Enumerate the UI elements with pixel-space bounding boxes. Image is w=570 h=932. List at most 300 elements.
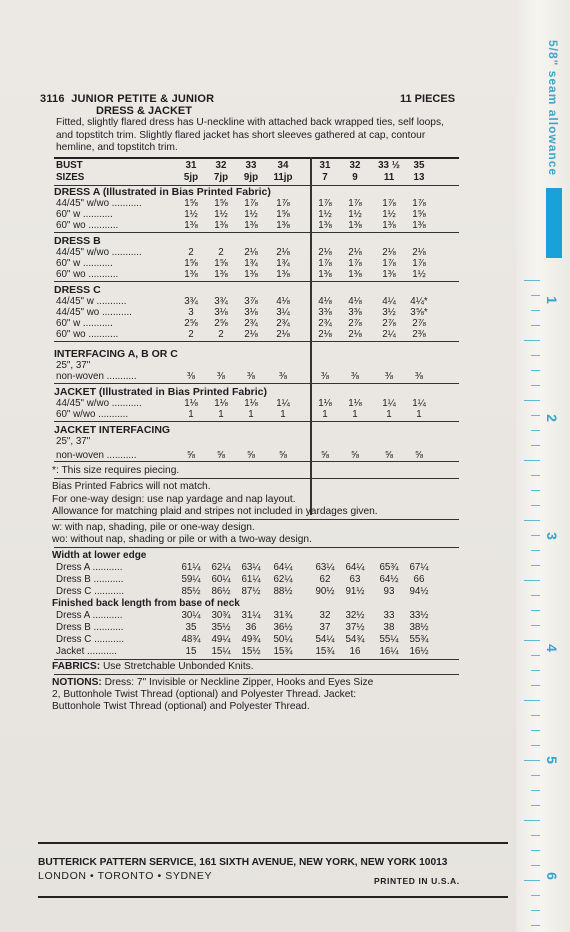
fabrics-label: FABRICS: bbox=[52, 661, 101, 672]
tape-blue-marker bbox=[546, 188, 562, 258]
row-label: 44/45" wo ........... bbox=[56, 307, 132, 318]
tape-tick bbox=[531, 805, 540, 806]
row-value: 1⅞ bbox=[382, 258, 396, 269]
tape-tick bbox=[531, 790, 540, 791]
row-value: 88½ bbox=[273, 586, 293, 597]
tape-tick bbox=[524, 520, 540, 521]
row-value: 1½ bbox=[412, 269, 426, 280]
row-label: Dress C ........... bbox=[56, 586, 125, 597]
pattern-number: 3116 bbox=[40, 93, 65, 105]
row-value: 1 bbox=[352, 409, 358, 420]
dress-b-rule bbox=[54, 281, 459, 282]
tape-tick bbox=[531, 505, 540, 506]
tape-tick bbox=[524, 700, 540, 701]
row-value: 2 bbox=[188, 247, 194, 258]
row-label: 60" wo ........... bbox=[56, 220, 119, 231]
tape-tick bbox=[531, 670, 540, 671]
fabrics-text: Use Stretchable Unbonded Knits. bbox=[100, 661, 254, 672]
row-value: 4⅛ bbox=[348, 296, 362, 307]
row-value: 1 bbox=[248, 409, 254, 420]
row-value: 31¼ bbox=[241, 610, 261, 621]
row-value: 7jp bbox=[213, 172, 229, 183]
row-value: 38½ bbox=[409, 622, 429, 633]
row-label: 44/45" w ........... bbox=[56, 296, 127, 307]
row-value: 87½ bbox=[241, 586, 261, 597]
tape-tick bbox=[524, 400, 540, 401]
row-value: 1⅞ bbox=[382, 198, 396, 209]
row-label: 60" w ........... bbox=[56, 258, 113, 269]
row-label: 44/45" w/wo ........... bbox=[56, 398, 142, 409]
row-value: 59¼ bbox=[181, 574, 201, 585]
one-way-note: For one-way design: use nap yardage and nap layout. bbox=[52, 494, 296, 505]
interfacing-title: INTERFACING A, B OR C bbox=[54, 348, 178, 360]
row-value: 30¼ bbox=[181, 610, 201, 621]
row-value: 1⅜ bbox=[214, 220, 228, 231]
allowance-note: Allowance for matching plaid and stripes not included in yardages given. bbox=[52, 506, 378, 517]
row-value: 1⅛ bbox=[318, 398, 332, 409]
row-value: 7 bbox=[322, 172, 328, 183]
tape-tick bbox=[531, 775, 540, 776]
rule-before-notions bbox=[54, 674, 459, 675]
row-value: 11 bbox=[383, 172, 395, 183]
row-value: 32 bbox=[349, 160, 361, 171]
row-value: 85½ bbox=[181, 586, 201, 597]
row-value: 63¼ bbox=[315, 562, 335, 573]
row-value: 2⅛ bbox=[382, 247, 396, 258]
tape-tick bbox=[531, 385, 540, 386]
tape-number: 1 bbox=[544, 296, 561, 304]
row-value: 1⅜ bbox=[318, 269, 332, 280]
row-value: 1½ bbox=[382, 209, 396, 220]
row-value: 64¼ bbox=[345, 562, 365, 573]
row-value: 30¾ bbox=[211, 610, 231, 621]
row-value: 2¾ bbox=[276, 318, 290, 329]
row-value: 1⅜ bbox=[382, 220, 396, 231]
row-value: 2⅝ bbox=[184, 318, 198, 329]
row-value: 2⅞ bbox=[412, 318, 426, 329]
row-value: 13 bbox=[413, 172, 425, 183]
row-value: 49¾ bbox=[241, 634, 261, 645]
row-value: 16 bbox=[349, 646, 361, 657]
row-value: ⅝ bbox=[216, 450, 226, 461]
company-address: BUTTERICK PATTERN SERVICE, 161 SIXTH AVENUE, NEW YORK, NEW YORK 10013 bbox=[38, 857, 448, 868]
row-value: 15 bbox=[185, 646, 197, 657]
tape-tick bbox=[531, 415, 540, 416]
printed-in: PRINTED IN U.S.A. bbox=[374, 876, 460, 886]
jacket-rule bbox=[54, 421, 459, 422]
w-definition: w: with nap, shading, pile or one-way design. bbox=[52, 522, 255, 533]
tape-tick bbox=[531, 715, 540, 716]
row-value: 1⅝ bbox=[184, 198, 198, 209]
row-value: 55¼ bbox=[379, 634, 399, 645]
tape-tick bbox=[531, 925, 540, 926]
row-label: BUST bbox=[56, 160, 83, 171]
tape-tick bbox=[524, 760, 540, 761]
tape-tick bbox=[531, 535, 540, 536]
row-value: 1⅜ bbox=[184, 220, 198, 231]
row-value: 16¼ bbox=[379, 646, 399, 657]
row-value: 1¾ bbox=[276, 258, 290, 269]
row-value: 1⅝ bbox=[276, 209, 290, 220]
tape-tick bbox=[531, 910, 540, 911]
row-value: 2¾ bbox=[318, 318, 332, 329]
tape-tick bbox=[531, 565, 540, 566]
row-value: 1⅜ bbox=[348, 220, 362, 231]
row-value: 2 bbox=[218, 247, 224, 258]
row-value: 2⅛ bbox=[318, 329, 332, 340]
row-label: Dress C ........... bbox=[56, 634, 125, 645]
row-value: 2⅛ bbox=[276, 247, 290, 258]
row-value: 1⅛ bbox=[184, 398, 198, 409]
row-value: ⅝ bbox=[246, 450, 256, 461]
row-value: 2 bbox=[188, 329, 194, 340]
row-label: 44/45" w/wo ........... bbox=[56, 198, 142, 209]
row-value: 3⅛ bbox=[214, 307, 228, 318]
row-value: 3¾ bbox=[184, 296, 198, 307]
row-label: Jacket ........... bbox=[56, 646, 117, 657]
tape-number: 6 bbox=[544, 872, 561, 880]
row-value: ⅝ bbox=[320, 450, 330, 461]
row-value: ⅜ bbox=[384, 371, 394, 382]
tape-tick bbox=[531, 625, 540, 626]
row-value: 31¾ bbox=[273, 610, 293, 621]
notions-line1 bbox=[52, 677, 373, 688]
row-value: 32 bbox=[319, 610, 331, 621]
row-value: 32 bbox=[215, 160, 227, 171]
row-value: 34 bbox=[277, 160, 289, 171]
row-value: 66 bbox=[413, 574, 425, 585]
row-value: 15¾ bbox=[273, 646, 293, 657]
row-value: 1⅜ bbox=[244, 269, 258, 280]
row-value: 1⅞ bbox=[348, 198, 362, 209]
row-value: 1 bbox=[322, 409, 328, 420]
tape-tick bbox=[531, 550, 540, 551]
row-value: ⅜ bbox=[186, 371, 196, 382]
row-value: 1⅞ bbox=[276, 198, 290, 209]
row-value: 2⅛ bbox=[348, 247, 362, 258]
row-value: 2⅛ bbox=[276, 329, 290, 340]
row-value: 1⅜ bbox=[348, 269, 362, 280]
notions-label: NOTIONS: bbox=[52, 677, 102, 688]
row-value: 3⅝* bbox=[410, 307, 428, 318]
row-value: 64¼ bbox=[273, 562, 293, 573]
tape-tick bbox=[531, 325, 540, 326]
row-value: 15¾ bbox=[315, 646, 335, 657]
row-label: 60" w/wo ........... bbox=[56, 409, 129, 420]
row-value: 33 ½ bbox=[378, 160, 400, 171]
row-value: 1¾ bbox=[244, 258, 258, 269]
row-value: 1½ bbox=[214, 209, 228, 220]
row-label: non-woven ........... bbox=[56, 450, 137, 461]
row-value: 11jp bbox=[273, 172, 293, 183]
row-value: 9jp bbox=[243, 172, 259, 183]
row-value: 15½ bbox=[241, 646, 261, 657]
row-label: 60" w ........... bbox=[56, 209, 113, 220]
row-value: 94½ bbox=[409, 586, 429, 597]
row-value: 3⅛ bbox=[244, 307, 258, 318]
tape-tick bbox=[524, 280, 540, 281]
tape-tick bbox=[531, 475, 540, 476]
row-value: 3¾ bbox=[214, 296, 228, 307]
row-value: 33 bbox=[245, 160, 257, 171]
tape-tick bbox=[531, 745, 540, 746]
row-value: 1⅞ bbox=[318, 198, 332, 209]
row-value: 1¼ bbox=[382, 398, 396, 409]
envelope-sheet bbox=[18, 0, 518, 932]
back-length-title: Finished back length from base of neck bbox=[52, 598, 240, 609]
row-value: 2⅛ bbox=[318, 247, 332, 258]
piecing-note: *: This size requires piecing. bbox=[52, 465, 180, 476]
dress-b-title: DRESS B bbox=[54, 235, 101, 247]
tape-tick bbox=[531, 595, 540, 596]
row-value: 33½ bbox=[409, 610, 429, 621]
jacket-interfacing-title: JACKET INTERFACING bbox=[54, 424, 171, 436]
row-value: 36½ bbox=[273, 622, 293, 633]
row-value: 1⅞ bbox=[412, 198, 426, 209]
dress-c-title: DRESS C bbox=[54, 284, 101, 296]
row-value: 2 bbox=[218, 329, 224, 340]
row-value: 16½ bbox=[409, 646, 429, 657]
tape-tick bbox=[524, 460, 540, 461]
tape-tick bbox=[531, 850, 540, 851]
row-value: 1⅝ bbox=[412, 209, 426, 220]
row-value: 60¼ bbox=[211, 574, 231, 585]
row-label: 60" wo ........... bbox=[56, 329, 119, 340]
row-value: 37 bbox=[319, 622, 331, 633]
row-value: 4⅛ bbox=[276, 296, 290, 307]
notions-text: Dress: 7" Invisible or Neckline Zipper, Hooks and Eyes Size bbox=[101, 677, 374, 688]
row-value: 3¼ bbox=[276, 307, 290, 318]
row-value: ⅝ bbox=[414, 450, 424, 461]
row-value: 4¼* bbox=[410, 296, 428, 307]
row-value: 91½ bbox=[345, 586, 365, 597]
dress-a-rule bbox=[54, 232, 459, 233]
footer-rule-top bbox=[38, 842, 508, 844]
row-value: 2¾ bbox=[244, 318, 258, 329]
row-value: 62¼ bbox=[211, 562, 231, 573]
row-label: non-woven ........... bbox=[56, 371, 137, 382]
tape-tick bbox=[531, 430, 540, 431]
row-value: 2⅞ bbox=[348, 318, 362, 329]
interfacing-sub: 25", 37" bbox=[56, 360, 91, 371]
tape-tick bbox=[531, 610, 540, 611]
row-value: 90½ bbox=[315, 586, 335, 597]
row-value: 1⅜ bbox=[276, 220, 290, 231]
row-value: 1 bbox=[188, 409, 194, 420]
tape-tick bbox=[531, 490, 540, 491]
row-value: 3 bbox=[188, 307, 194, 318]
row-value: 35 bbox=[185, 622, 197, 633]
row-value: 1½ bbox=[244, 209, 258, 220]
row-value: 2⅝ bbox=[214, 318, 228, 329]
rule-before-bias bbox=[54, 478, 459, 479]
seam-allowance-tape bbox=[516, 0, 570, 932]
tape-tick bbox=[524, 640, 540, 641]
row-value: 33 bbox=[383, 610, 395, 621]
row-value: 1⅜ bbox=[412, 220, 426, 231]
row-value: 31 bbox=[319, 160, 331, 171]
row-value: 1 bbox=[416, 409, 422, 420]
row-value: 1 bbox=[280, 409, 286, 420]
interfacing-rule bbox=[54, 383, 459, 384]
row-label: 44/45" w/wo ........... bbox=[56, 247, 142, 258]
tape-number: 3 bbox=[544, 532, 561, 540]
pieces-count: 11 PIECES bbox=[400, 93, 456, 105]
row-label: SIZES bbox=[56, 172, 85, 183]
row-value: 1 bbox=[218, 409, 224, 420]
row-value: 1⅞ bbox=[244, 198, 258, 209]
row-value: ⅜ bbox=[320, 371, 330, 382]
row-value: 64½ bbox=[379, 574, 399, 585]
tape-number: 2 bbox=[544, 414, 561, 422]
row-value: ⅝ bbox=[384, 450, 394, 461]
tape-tick bbox=[524, 580, 540, 581]
rule-before-measurements bbox=[54, 547, 459, 548]
row-value: 63¼ bbox=[241, 562, 261, 573]
row-label: Dress B ........... bbox=[56, 622, 124, 633]
row-value: 1⅜ bbox=[244, 220, 258, 231]
row-value: 49¼ bbox=[211, 634, 231, 645]
tape-number: 5 bbox=[544, 756, 561, 764]
jacket-title: JACKET (Illustrated in Bias Printed Fabric) bbox=[54, 386, 267, 398]
row-value: ⅜ bbox=[216, 371, 226, 382]
row-value: 1¼ bbox=[412, 398, 426, 409]
row-value: 2⅜ bbox=[412, 329, 426, 340]
row-value: 55¾ bbox=[409, 634, 429, 645]
row-value: 1⅝ bbox=[214, 258, 228, 269]
row-value: 1⅞ bbox=[318, 258, 332, 269]
row-value: 4⅛ bbox=[318, 296, 332, 307]
row-value: 1⅞ bbox=[348, 258, 362, 269]
row-value: 3⅜ bbox=[318, 307, 332, 318]
row-value: 63 bbox=[349, 574, 361, 585]
row-value: 4¼ bbox=[382, 296, 396, 307]
jacket-interfacing-rule bbox=[54, 461, 459, 462]
tape-tick bbox=[524, 820, 540, 821]
row-value: 1⅞ bbox=[412, 258, 426, 269]
row-value: 1 bbox=[386, 409, 392, 420]
tape-label: 5/8" seam allowance bbox=[546, 40, 560, 177]
row-value: 1¼ bbox=[276, 398, 290, 409]
row-value: 86½ bbox=[211, 586, 231, 597]
row-value: 1⅝ bbox=[214, 198, 228, 209]
rule-before-defs bbox=[54, 519, 459, 520]
width-title: Width at lower edge bbox=[52, 550, 147, 561]
row-value: 1⅜ bbox=[214, 269, 228, 280]
row-value: 35 bbox=[413, 160, 425, 171]
tape-tick bbox=[531, 355, 540, 356]
row-value: 38 bbox=[383, 622, 395, 633]
row-value: 61¼ bbox=[241, 574, 261, 585]
fabrics-line bbox=[52, 661, 254, 672]
table-top-rule bbox=[54, 157, 459, 159]
row-value: ⅜ bbox=[414, 371, 424, 382]
tape-tick bbox=[531, 895, 540, 896]
row-value: 1½ bbox=[184, 209, 198, 220]
row-value: 1½ bbox=[348, 209, 362, 220]
row-label: 60" w ........... bbox=[56, 318, 113, 329]
row-value: ⅝ bbox=[186, 450, 196, 461]
bias-note: Bias Printed Fabrics will not match. bbox=[52, 481, 211, 492]
row-value: ⅝ bbox=[278, 450, 288, 461]
row-value: 2⅛ bbox=[244, 329, 258, 340]
row-value: 32½ bbox=[345, 610, 365, 621]
wo-definition: wo: without nap, shading or pile or with a two-way design. bbox=[52, 534, 312, 545]
company-cities: LONDON • TORONTO • SYDNEY bbox=[38, 870, 213, 882]
row-value: 61¼ bbox=[181, 562, 201, 573]
footer-rule-bottom bbox=[38, 896, 508, 898]
row-value: 1⅛ bbox=[244, 398, 258, 409]
row-value: 48¾ bbox=[181, 634, 201, 645]
tape-tick bbox=[531, 295, 540, 296]
tape-tick bbox=[524, 880, 540, 881]
row-value: 65¾ bbox=[379, 562, 399, 573]
row-value: 50¼ bbox=[273, 634, 293, 645]
row-value: 2⅛ bbox=[348, 329, 362, 340]
row-value: 35½ bbox=[211, 622, 231, 633]
row-value: 93 bbox=[383, 586, 395, 597]
row-label: Dress A ........... bbox=[56, 610, 123, 621]
row-value: ⅜ bbox=[246, 371, 256, 382]
row-value: 5jp bbox=[183, 172, 199, 183]
row-value: 2⅞ bbox=[382, 318, 396, 329]
row-value: 37½ bbox=[345, 622, 365, 633]
row-value: 62 bbox=[319, 574, 331, 585]
row-value: 62¼ bbox=[273, 574, 293, 585]
row-value: 31 bbox=[185, 160, 197, 171]
row-value: 1⅜ bbox=[318, 220, 332, 231]
row-label: Dress B ........... bbox=[56, 574, 124, 585]
row-value: 3⅜ bbox=[348, 307, 362, 318]
row-value: 15¼ bbox=[211, 646, 231, 657]
row-value: 3½ bbox=[382, 307, 396, 318]
tape-tick bbox=[531, 835, 540, 836]
row-value: 67¼ bbox=[409, 562, 429, 573]
row-value: 36 bbox=[245, 622, 257, 633]
dress-a-title: DRESS A (Illustrated in Bias Printed Fabric) bbox=[54, 186, 271, 198]
row-value: 2¼ bbox=[382, 329, 396, 340]
row-value: 3⅞ bbox=[244, 296, 258, 307]
notions-line2: 2, Buttonhole Twist Thread (optional) and Polyester Thread. Jacket: bbox=[52, 689, 357, 700]
tape-tick bbox=[531, 370, 540, 371]
tape-tick bbox=[531, 685, 540, 686]
description: Fitted, slightly flared dress has U-neckline with attached back wrapped ties, self loops, and topstitch trim. Slightly flared jacket has short sleeves gathered at cap, contour hemline, and topstitch trim. bbox=[56, 117, 444, 153]
row-value: 54¼ bbox=[315, 634, 335, 645]
row-value: 1⅝ bbox=[184, 258, 198, 269]
tape-tick bbox=[531, 655, 540, 656]
pattern-title-1: JUNIOR PETITE & JUNIOR bbox=[71, 93, 215, 105]
tape-tick bbox=[531, 730, 540, 731]
row-value: 54¾ bbox=[345, 634, 365, 645]
tape-tick bbox=[531, 310, 540, 311]
tape-number: 4 bbox=[544, 644, 561, 652]
tape-tick bbox=[531, 865, 540, 866]
notions-line3: Buttonhole Twist Thread (optional) and Polyester Thread. bbox=[52, 701, 310, 712]
row-value: 2⅛ bbox=[244, 247, 258, 258]
row-value: 1⅜ bbox=[184, 269, 198, 280]
row-value: 2⅛ bbox=[412, 247, 426, 258]
jacket-interfacing-sub: 25", 37" bbox=[56, 436, 91, 447]
tape-tick bbox=[531, 445, 540, 446]
row-label: 60" wo ........... bbox=[56, 269, 119, 280]
pattern-number-title bbox=[40, 93, 214, 105]
row-value: ⅝ bbox=[350, 450, 360, 461]
row-value: 1⅛ bbox=[348, 398, 362, 409]
row-value: 1⅜ bbox=[382, 269, 396, 280]
dress-c-rule bbox=[54, 341, 459, 342]
row-value: 9 bbox=[352, 172, 358, 183]
row-label: Dress A ........... bbox=[56, 562, 123, 573]
